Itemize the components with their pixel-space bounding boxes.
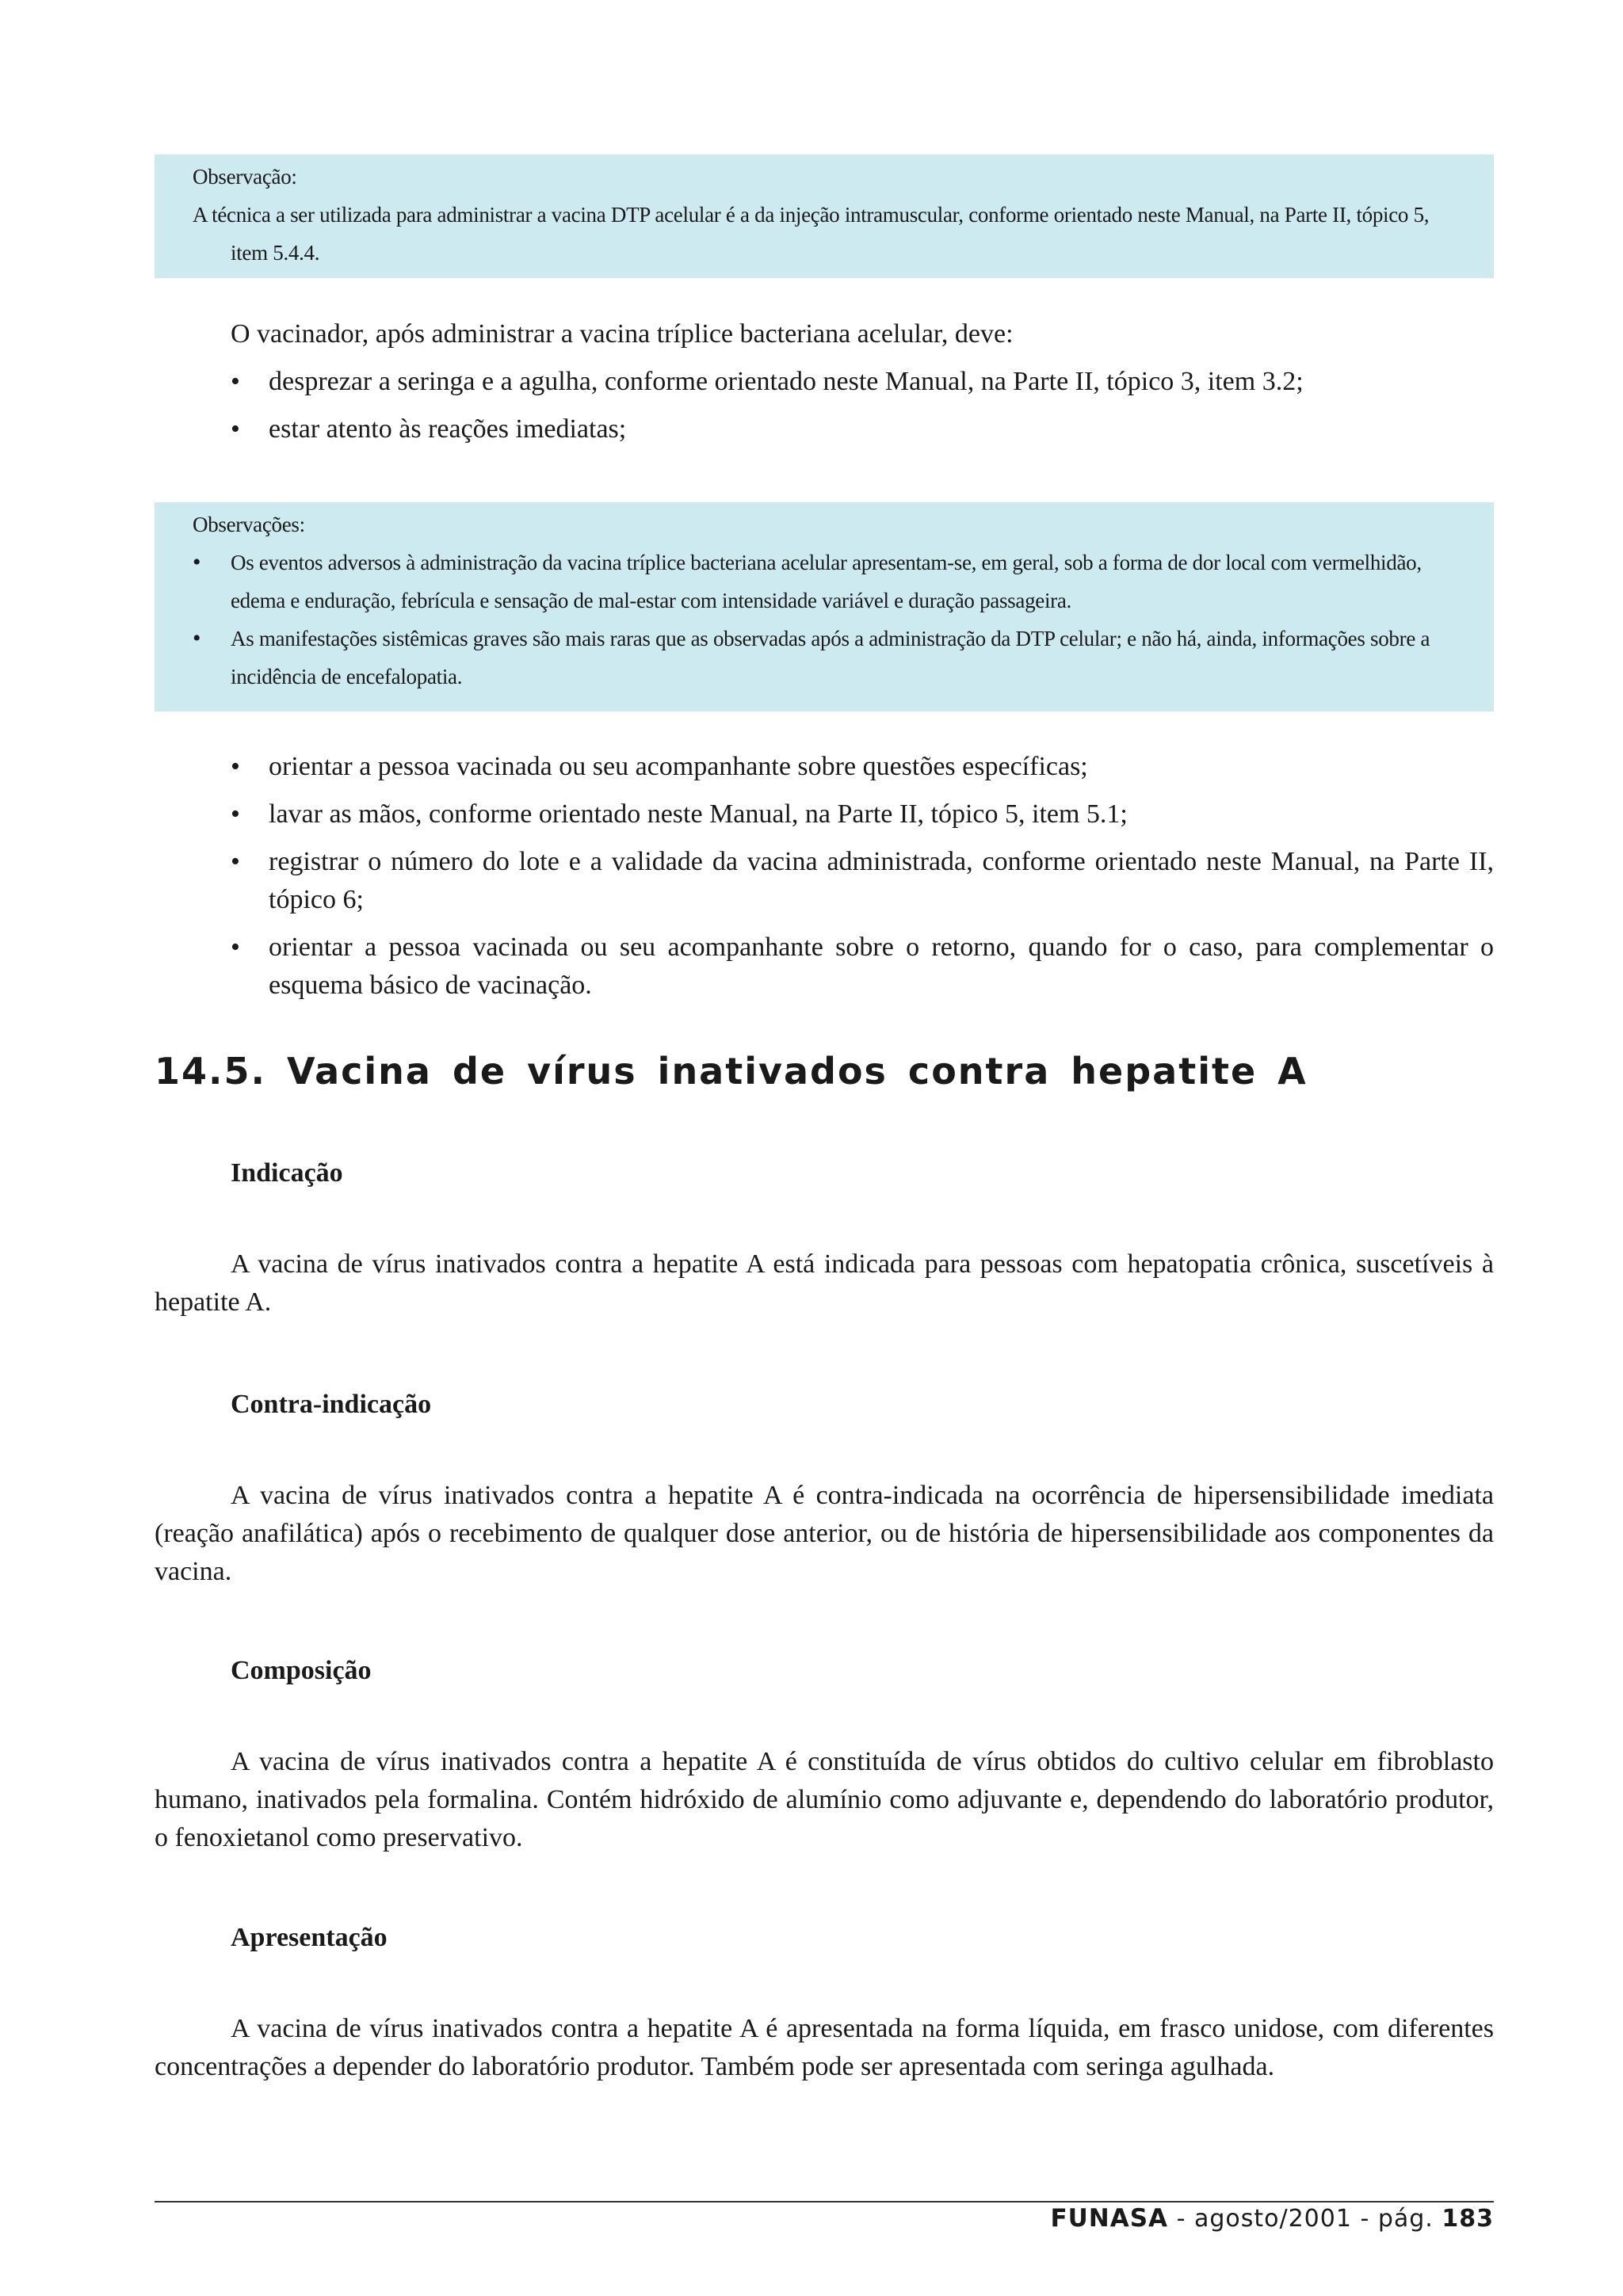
bullet-icon: •: [231, 799, 240, 829]
steps-lead: O vacinador, após administrar a vacina tríplice bacteriana acelular, deve:: [231, 319, 1014, 349]
steps-list: [155, 363, 1494, 448]
list-item-text: orientar a pessoa vacinada ou seu acompanhante sobre questões específicas;: [269, 752, 1088, 781]
list-item-text: orientar a pessoa vacinada ou seu acompanhante sobre o retorno, quando for o caso, para complementar o esquema básico de vacinação.: [269, 933, 1494, 1000]
observation-box: [155, 154, 1494, 278]
apresentacao-heading: Apresentação: [231, 1923, 388, 1952]
observations-box: [155, 502, 1494, 711]
bullet-icon: •: [231, 752, 240, 781]
list-item-text: estar atento às reações imediatas;: [269, 414, 627, 444]
composicao-heading: Composição: [231, 1656, 372, 1685]
contra-indicacao-heading: Contra-indicação: [231, 1390, 432, 1419]
list-item: [193, 620, 1456, 696]
observation-title: Observação:: [193, 165, 297, 189]
bullet-icon: •: [231, 933, 240, 962]
bullet-icon: •: [193, 549, 201, 575]
list-item: [155, 843, 1494, 919]
list-item: [155, 929, 1494, 1005]
list-item-text: desprezar a seringa e a agulha, conforme orientado neste Manual, na Parte II, tópico 3, item 3.2;: [269, 367, 1304, 396]
list-item: [155, 748, 1494, 786]
section-heading: 14.5. Vacina de vírus inativados contra hepatite A: [155, 1050, 1308, 1093]
list-item: [155, 410, 1494, 448]
list-item: [193, 543, 1456, 620]
observations-title: Observações:: [193, 513, 305, 536]
contra-indicacao-paragraph: A vacina de vírus inativados contra a hepatite A é contra-indicada na ocorrência de hipersensibilidade imediata (reação anafilática) após o recebimento de qualquer dose anterior, ou de história de hipersensibilidade aos componentes da vacina.: [155, 1481, 1494, 1586]
list-item: [155, 363, 1494, 401]
indicacao-heading: Indicação: [231, 1158, 343, 1188]
footer-divider: [155, 2201, 1494, 2203]
list-item-text: registrar o número do lote e a validade da vacina administrada, conforme orientado neste Manual, na Parte II, tópico 6;: [269, 847, 1494, 914]
list-item-text: Os eventos adversos à administração da vacina tríplice bacteriana acelular apresentam-se, em geral, sob a forma de dor local com vermelhidão, edema e enduração, febrícula e sensação de mal-estar com intensidade variável e duração passageira.: [231, 551, 1422, 612]
observation-text: A técnica a ser utilizada para administrar a vacina DTP acelular é a da injeção intramuscular, conforme orientado neste Manual, na Parte II, tópico 5, item 5.4.4.: [193, 203, 1430, 265]
more-steps: [155, 748, 1494, 1014]
observations-list: [193, 543, 1456, 696]
page-footer: [1050, 2204, 1494, 2233]
footer-date: - agosto/2001 - pág.: [1168, 2205, 1442, 2233]
bullet-icon: •: [231, 414, 240, 444]
bullet-icon: •: [193, 625, 201, 651]
indicacao-paragraph: A vacina de vírus inativados contra a hepatite A está indicada para pessoas com hepatopatia crônica, suscetíveis à hepatite A.: [155, 1249, 1494, 1317]
list-item: [155, 795, 1494, 833]
list-item-text: As manifestações sistêmicas graves são mais raras que as observadas após a administração da DTP celular; e não há, ainda, informações sobre a incidência de encefalopatia.: [231, 627, 1430, 688]
list-item-text: lavar as mãos, conforme orientado neste Manual, na Parte II, tópico 5, item 5.1;: [269, 799, 1128, 829]
composicao-paragraph: A vacina de vírus inativados contra a hepatite A é constituída de vírus obtidos do cultivo celular em fibroblasto humano, inativados pela formalina. Contém hidróxido de alumínio como adjuvante e, dependendo do laboratório produtor, o fenoxietanol como preservativo.: [155, 1747, 1494, 1852]
post-vaccination-steps: [155, 315, 1494, 458]
bullet-icon: •: [231, 367, 240, 396]
footer-brand: FUNASA: [1050, 2204, 1169, 2233]
apresentacao-paragraph: A vacina de vírus inativados contra a hepatite A é apresentada na forma líquida, em frasco unidose, com diferentes concentrações a depender do laboratório produtor. Também pode ser apresentada com seringa agulhada.: [155, 2014, 1494, 2081]
bullet-icon: •: [231, 847, 240, 876]
more-steps-list: [155, 748, 1494, 1005]
page-number: 183: [1442, 2205, 1494, 2233]
